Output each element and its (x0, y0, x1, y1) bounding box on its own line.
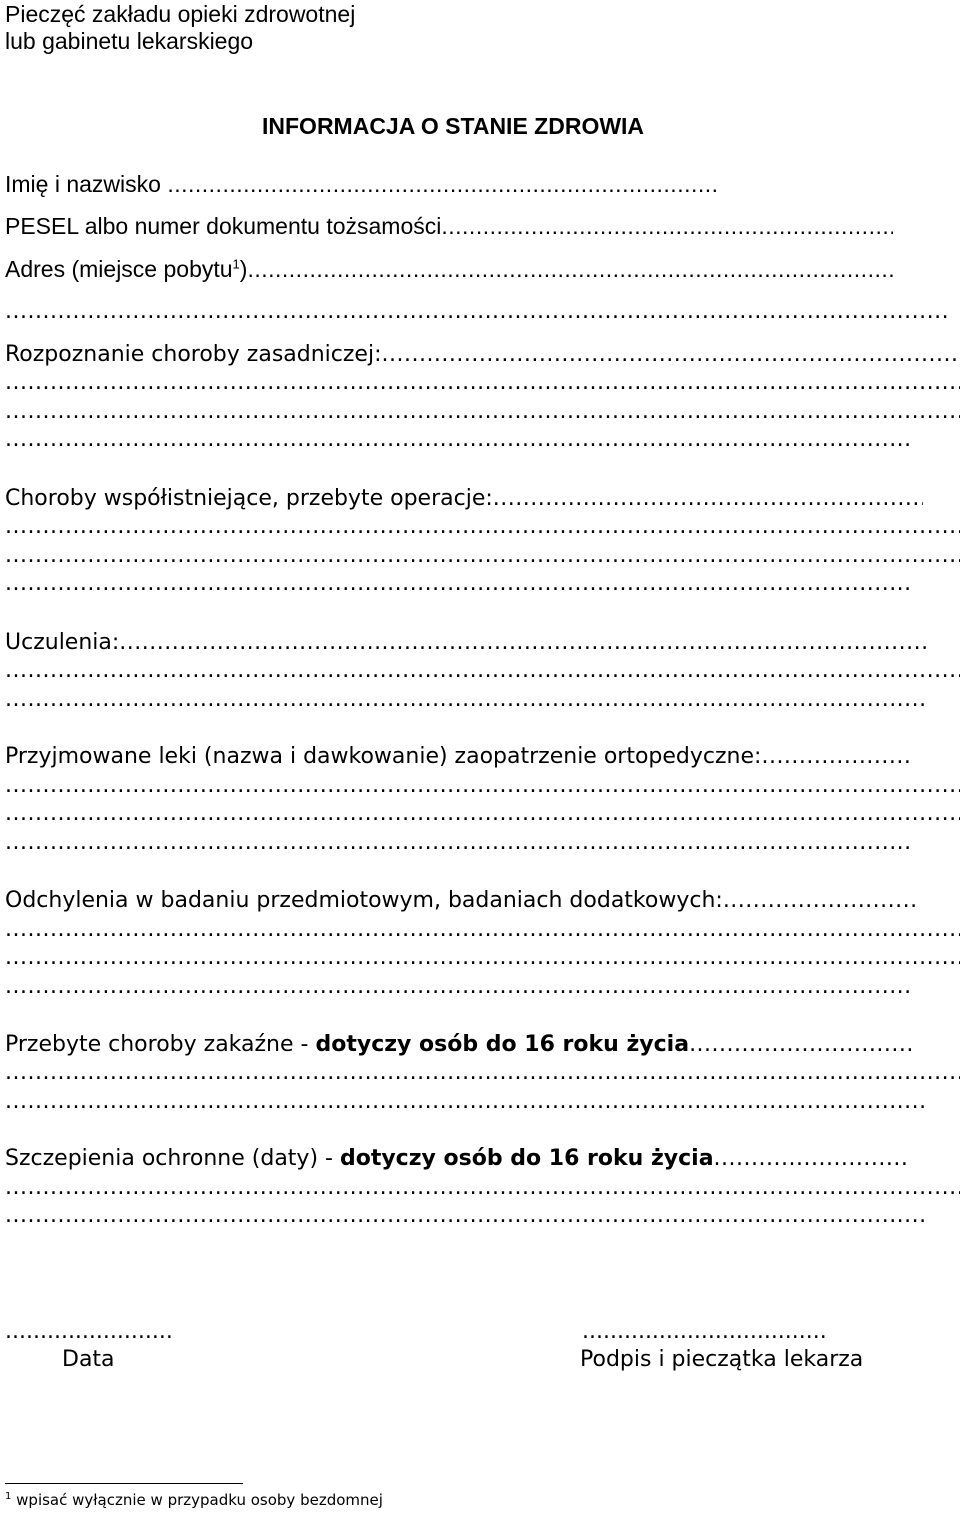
footnote-divider (5, 1483, 243, 1484)
field-comorbidities[interactable] (5, 485, 923, 513)
field-infectious[interactable] (5, 1031, 914, 1059)
field-medications-dots (761, 743, 911, 771)
field-allergies-line-3[interactable] (5, 686, 927, 714)
field-pesel-dots (441, 212, 893, 240)
field-deviations[interactable] (5, 887, 918, 915)
field-medications-line-2[interactable] (5, 772, 960, 800)
field-name-label: Imię i nazwisko (5, 171, 161, 197)
field-deviations-label: Odchylenia w badaniu przedmiotowym, badaniach dodatkowych: (5, 888, 723, 913)
date-dots[interactable]: ........................ (5, 1319, 173, 1344)
field-medications-line-4[interactable] (5, 829, 910, 857)
field-name-dots (167, 170, 717, 198)
field-diagnosis-line-4[interactable] (5, 426, 910, 454)
footnote (5, 1490, 383, 1510)
field-vaccinations-line-2[interactable] (5, 1174, 960, 1202)
field-comorbidities-line-4[interactable] (5, 570, 910, 598)
field-vaccinations[interactable] (5, 1145, 909, 1173)
field-address-line-2[interactable] (5, 298, 950, 326)
field-vaccinations-label: Szczepienia ochronne (daty) - (5, 1146, 340, 1171)
document-title: INFORMACJA O STANIE ZDROWIA (262, 113, 645, 139)
field-allergies-dots (119, 629, 929, 657)
field-comorbidities-dots (493, 485, 923, 513)
field-deviations-line-4[interactable] (5, 973, 910, 1001)
stamp-line-1: Pieczęć zakładu opieki zdrowotnej (5, 1, 356, 27)
field-infectious-line-2[interactable] (5, 1059, 960, 1087)
field-allergies-line-2[interactable] (5, 657, 960, 685)
field-deviations-dots (723, 887, 918, 915)
field-infectious-line-3[interactable] (5, 1088, 927, 1116)
field-allergies[interactable] (5, 629, 929, 657)
field-diagnosis-line-2[interactable] (5, 369, 960, 397)
date-label: Data (62, 1347, 115, 1372)
signature-dots[interactable]: ................................... (582, 1319, 827, 1344)
field-infectious-note: dotyczy osób do 16 roku życia (315, 1032, 690, 1057)
footnote-ref: 1 (232, 256, 240, 272)
field-diagnosis-dots (381, 341, 960, 369)
field-pesel-label: PESEL albo numer dokumentu tożsamości (5, 213, 442, 239)
field-address[interactable] (5, 255, 897, 283)
field-address-label: Adres (miejsce pobytu (5, 256, 233, 282)
signature-label: Podpis i pieczątka lekarza (580, 1347, 864, 1372)
field-diagnosis-line-3[interactable] (5, 398, 960, 426)
field-pesel[interactable] (5, 212, 893, 240)
field-medications-label: Przyjmowane leki (nazwa i dawkowanie) zaopatrzenie ortopedyczne: (5, 744, 762, 769)
field-deviations-line-2[interactable] (5, 916, 960, 944)
stamp-line-2: lub gabinetu lekarskiego (5, 28, 254, 54)
field-address-close: ) (239, 256, 248, 282)
footnote-marker: 1 (5, 1491, 12, 1502)
field-medications-line-3[interactable] (5, 800, 960, 828)
field-infectious-dots (689, 1031, 914, 1059)
field-name[interactable] (5, 170, 717, 198)
field-address-dots (247, 255, 897, 283)
field-vaccinations-line-3[interactable] (5, 1202, 927, 1230)
field-comorbidities-line-3[interactable] (5, 542, 960, 570)
field-diagnosis[interactable] (5, 341, 960, 369)
field-vaccinations-note: dotyczy osób do 16 roku życia (339, 1146, 714, 1171)
field-deviations-line-3[interactable] (5, 944, 960, 972)
field-comorbidities-line-2[interactable] (5, 513, 960, 541)
field-vaccinations-dots (714, 1145, 909, 1173)
field-diagnosis-label: Rozpoznanie choroby zasadniczej: (5, 342, 382, 367)
field-comorbidities-label: Choroby współistniejące, przebyte operacje: (5, 486, 493, 511)
footnote-text: wpisać wyłącznie w przypadku osoby bezdomnej (16, 1491, 383, 1509)
field-medications[interactable] (5, 743, 911, 771)
field-allergies-label: Uczulenia: (5, 630, 120, 655)
field-infectious-label: Przebyte choroby zakaźne - (5, 1032, 316, 1057)
